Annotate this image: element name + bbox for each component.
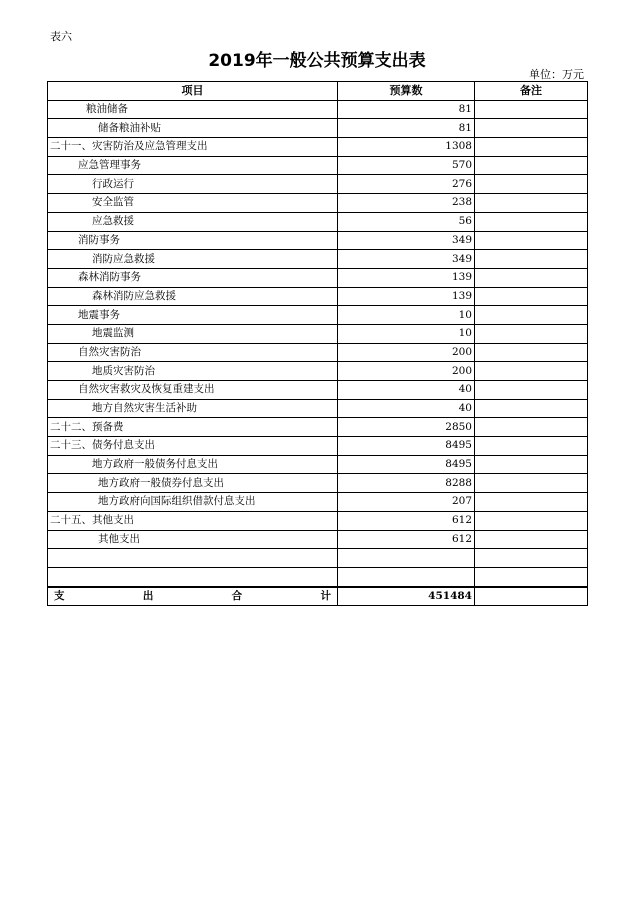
table-row	[48, 399, 588, 418]
table-number-label: 表六	[50, 30, 72, 43]
column-header-amount: 预算数	[338, 82, 475, 101]
table-row	[48, 306, 588, 325]
row-note	[475, 306, 588, 325]
budget-table	[47, 81, 588, 606]
row-note	[475, 100, 588, 119]
row-label: 二十一、灾害防治及应急管理支出	[48, 138, 338, 157]
empty-cell	[48, 567, 338, 586]
row-label: 粮油储备	[48, 100, 338, 119]
table-row	[48, 194, 588, 213]
total-char: 支	[54, 589, 65, 602]
row-amount: 349	[338, 250, 475, 269]
row-amount: 8495	[338, 455, 475, 474]
empty-cell	[475, 567, 588, 586]
row-label: 地质灾害防治	[48, 362, 338, 381]
total-char: 出	[142, 589, 154, 602]
row-note	[475, 511, 588, 530]
row-note	[475, 455, 588, 474]
row-amount: 612	[338, 530, 475, 549]
row-label: 自然灾害防治	[48, 343, 338, 362]
empty-cell	[338, 567, 475, 586]
table-row	[48, 100, 588, 119]
row-label: 地方政府向国际组织借款付息支出	[48, 493, 338, 512]
row-amount: 10	[338, 306, 475, 325]
row-label: 森林消防事务	[48, 268, 338, 287]
row-note	[475, 194, 588, 213]
table-row	[48, 437, 588, 456]
table-row	[48, 362, 588, 381]
empty-row	[48, 567, 588, 586]
row-label: 其他支出	[48, 530, 338, 549]
empty-row	[48, 549, 588, 568]
row-note	[475, 250, 588, 269]
row-note	[475, 138, 588, 157]
row-note	[475, 474, 588, 493]
row-label: 消防应急救援	[48, 250, 338, 269]
row-note	[475, 381, 588, 400]
table-row	[48, 418, 588, 437]
row-note	[475, 212, 588, 231]
row-label: 消防事务	[48, 231, 338, 250]
row-label: 地方自然灾害生活补助	[48, 399, 338, 418]
row-label: 地震事务	[48, 306, 338, 325]
row-label: 森林消防应急救援	[48, 287, 338, 306]
row-note	[475, 418, 588, 437]
row-label: 应急救援	[48, 212, 338, 231]
row-amount: 56	[338, 212, 475, 231]
row-amount: 1308	[338, 138, 475, 157]
table-row	[48, 530, 588, 549]
row-label: 应急管理事务	[48, 156, 338, 175]
row-note	[475, 231, 588, 250]
table-row	[48, 343, 588, 362]
row-note	[475, 324, 588, 343]
row-amount: 612	[338, 511, 475, 530]
row-label: 储备粮油补贴	[48, 119, 338, 138]
table-row	[48, 250, 588, 269]
row-amount: 139	[338, 268, 475, 287]
row-amount: 207	[338, 493, 475, 512]
row-label: 地方政府一般债券付息支出	[48, 474, 338, 493]
table-row	[48, 156, 588, 175]
row-note	[475, 119, 588, 138]
empty-cell	[338, 549, 475, 568]
table-row	[48, 175, 588, 194]
table-row	[48, 268, 588, 287]
table-row	[48, 324, 588, 343]
table-row	[48, 474, 588, 493]
row-label: 安全监管	[48, 194, 338, 213]
row-note	[475, 399, 588, 418]
row-amount: 2850	[338, 418, 475, 437]
row-note	[475, 268, 588, 287]
row-amount: 8495	[338, 437, 475, 456]
table-row	[48, 231, 588, 250]
row-note	[475, 156, 588, 175]
row-amount: 81	[338, 119, 475, 138]
row-note	[475, 175, 588, 194]
row-amount: 276	[338, 175, 475, 194]
table-row	[48, 287, 588, 306]
row-note	[475, 493, 588, 512]
row-amount: 81	[338, 100, 475, 119]
total-amount: 451484	[338, 587, 475, 606]
row-amount: 200	[338, 343, 475, 362]
row-amount: 570	[338, 156, 475, 175]
table-row	[48, 138, 588, 157]
row-amount: 200	[338, 362, 475, 381]
row-amount: 40	[338, 381, 475, 400]
row-note	[475, 287, 588, 306]
empty-cell	[475, 549, 588, 568]
row-note	[475, 362, 588, 381]
row-note	[475, 343, 588, 362]
total-note	[475, 587, 588, 606]
row-label: 地方政府一般债务付息支出	[48, 455, 338, 474]
column-header-item: 项目	[48, 82, 338, 101]
row-label: 地震监测	[48, 324, 338, 343]
row-amount: 8288	[338, 474, 475, 493]
total-label	[48, 587, 338, 606]
total-row	[48, 587, 588, 606]
row-label: 行政运行	[48, 175, 338, 194]
empty-cell	[48, 549, 338, 568]
row-note	[475, 437, 588, 456]
table-row	[48, 511, 588, 530]
total-char: 计	[320, 589, 331, 602]
table-header-row	[48, 82, 588, 101]
unit-label: 单位：万元	[529, 68, 584, 81]
row-amount: 10	[338, 324, 475, 343]
row-amount: 139	[338, 287, 475, 306]
row-amount: 40	[338, 399, 475, 418]
table-row	[48, 119, 588, 138]
row-label: 二十三、债务付息支出	[48, 437, 338, 456]
table-row	[48, 455, 588, 474]
row-amount: 349	[338, 231, 475, 250]
total-char: 合	[231, 589, 243, 602]
page-title: 2019年一般公共预算支出表	[208, 51, 426, 71]
row-label: 二十二、预备费	[48, 418, 338, 437]
row-note	[475, 530, 588, 549]
row-amount: 238	[338, 194, 475, 213]
table-row	[48, 381, 588, 400]
table-row	[48, 493, 588, 512]
row-label: 自然灾害救灾及恢复重建支出	[48, 381, 338, 400]
row-label: 二十五、其他支出	[48, 511, 338, 530]
column-header-note: 备注	[475, 82, 588, 101]
table-row	[48, 212, 588, 231]
